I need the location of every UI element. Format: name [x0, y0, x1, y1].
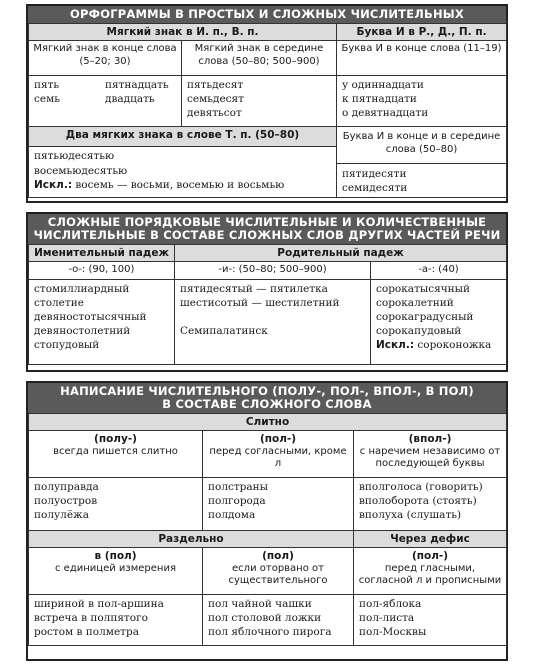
letter-i-end-rule: Буква И в конце слова (11–19) — [337, 41, 507, 76]
spelling-table — [28, 23, 507, 198]
header-hyphen: Через дефис — [354, 531, 507, 548]
section-3-title-line-2: В СОСТАВЕ СЛОЖНОГО СЛОВА — [162, 397, 372, 411]
example-word: полуостров — [34, 495, 98, 508]
pol-examples — [203, 478, 354, 531]
example-word: пол яблочного пирога — [208, 626, 332, 639]
header-nominative: Именительный падеж — [29, 245, 175, 262]
example-word: пол чайной чашки — [208, 598, 312, 610]
exception-text: восемь — восьми, восемью и восьмью — [75, 178, 285, 191]
example-word: сорокапудовый — [376, 325, 462, 338]
example-word: пятьюдесятью — [34, 150, 115, 163]
soft-sign-end-rule: Мягкий знак в конце слова (5–20; 30) — [29, 41, 182, 76]
example-word: пять — [34, 79, 60, 91]
example-word: полгорода — [208, 495, 266, 508]
rule-polu — [29, 431, 203, 478]
section-3-title-line-1: НАПИСАНИЕ ЧИСЛИТЕЛЬНОГО (ПОЛУ-, ПОЛ-, ВПОЛ-, В ПОЛ) — [60, 384, 474, 398]
example-word: семидесяти — [342, 182, 408, 195]
header-separate: Раздельно — [29, 531, 354, 548]
letter-i-middle-block — [337, 127, 507, 198]
exception-text: сороконожка — [417, 339, 492, 352]
example-word: вполуха (слушать) — [359, 509, 462, 522]
example-word: пол-Москвы — [359, 626, 427, 639]
rule-pol-separate-desc: если оторвано от существительного — [228, 562, 328, 586]
example-word: встреча в полпятого — [34, 612, 148, 625]
rule-a: -а-: (40) — [371, 262, 507, 280]
example-word: вполоборота (стоять) — [359, 495, 477, 508]
two-soft-signs-examples — [29, 147, 337, 198]
exception-label: Искл.: — [34, 178, 73, 191]
rule-pol-hyphen-desc: перед гласными, согласной л и прописными — [358, 562, 502, 586]
example-word: сорокаградусный — [376, 310, 474, 323]
example-word: пятидесяти — [342, 168, 407, 180]
example-word: стопудовый — [34, 339, 100, 352]
header-together: Слитно — [29, 414, 507, 431]
example-word: столетие — [34, 296, 84, 309]
example-word: сорокалетний — [376, 296, 454, 309]
rule-polu-desc: всегда пишется слитно — [53, 445, 178, 457]
example-word: у одиннадцати — [342, 79, 424, 91]
prefix-pol-hyphen: (пол-) — [411, 550, 449, 562]
example-word: полдома — [208, 509, 256, 522]
example-word: пол-яблока — [359, 598, 422, 610]
rule-o: -о-: (90, 100) — [29, 262, 175, 280]
example-word: ростом в полметра — [34, 626, 139, 639]
example-word: к пятнадцати — [342, 93, 417, 106]
compound-ordinals-table — [28, 244, 507, 365]
exception-line — [376, 338, 501, 352]
example-word: девятьсот — [187, 107, 242, 120]
header-soft-sign: Мягкий знак в И. п., В. п. — [29, 24, 337, 41]
genitive-a-examples — [371, 279, 507, 364]
polu-examples — [29, 478, 203, 531]
section-2-title — [28, 214, 506, 244]
prefix-polu: (полу-) — [94, 433, 137, 445]
example-word: сорокатысячный — [376, 282, 471, 295]
rule-v-pol-desc: с единицей измерения — [55, 562, 176, 574]
rule-pol-hyphen — [354, 548, 507, 595]
example-word: полуправда — [34, 481, 99, 493]
section-spelling — [26, 4, 508, 203]
rule-pol — [203, 431, 354, 478]
example-word: пятнадцать — [105, 79, 169, 91]
soft-sign-end-examples — [29, 76, 182, 127]
example-word: девяностолетний — [34, 325, 131, 338]
example-word: Семипалатинск — [180, 324, 268, 337]
prefix-pol: (пол-) — [259, 433, 297, 445]
rule-vpol-desc: с наречием независимо от последующей буквы — [359, 445, 501, 469]
prefix-v-pol: в (пол) — [94, 550, 137, 562]
example-word: пол-листа — [359, 612, 415, 625]
example-word: пятьдесят — [187, 79, 244, 91]
example-word: двадцать — [105, 93, 155, 106]
exception-label: Искл.: — [376, 339, 415, 352]
example-word: вполголоса (говорить) — [359, 481, 483, 493]
v-pol-examples — [29, 595, 203, 646]
example-word: шириной в пол-аршина — [34, 598, 164, 610]
section-pol-spelling — [26, 381, 508, 661]
genitive-i-examples — [175, 279, 371, 364]
soft-sign-middle-rule: Мягкий знак в середине слова (50–80; 500–900) — [182, 41, 337, 76]
example-word: семьдесят — [187, 93, 244, 106]
rule-pol-separate — [203, 548, 354, 595]
example-word: пол столовой ложки — [208, 612, 322, 625]
rule-vpol — [354, 431, 507, 478]
exception-line — [34, 178, 331, 192]
example-word: шестисотый — шестилетний — [180, 296, 340, 309]
example-word: пятидесятый — пятилетка — [180, 282, 328, 295]
example-word: полстраны — [208, 481, 269, 493]
example-word: стомиллиардный — [34, 282, 130, 295]
example-word: о девятнадцати — [342, 107, 429, 120]
section-2-title-line-2: ЧИСЛИТЕЛЬНЫЕ В СОСТАВЕ СЛОЖНЫХ СЛОВ ДРУГИХ ЧАСТЕЙ РЕЧИ — [33, 228, 501, 242]
rule-pol-desc: перед согласными, кроме л — [209, 445, 347, 469]
example-word: семь — [34, 93, 60, 106]
pol-spelling-table — [28, 413, 507, 646]
nominative-examples — [29, 279, 175, 364]
letter-i-end-examples — [337, 76, 507, 127]
section-compound-ordinals — [26, 212, 508, 372]
rule-i: -и-: (50–80; 500–900) — [175, 262, 371, 280]
example-word: восемьюдесятью — [34, 164, 128, 177]
header-letter-i: Буква И в Р., Д., П. п. — [337, 24, 507, 41]
example-word: девяностотысячный — [34, 310, 147, 323]
section-3-title — [28, 383, 506, 413]
pol-hyphen-examples — [354, 595, 507, 646]
section-2-title-line-1: СЛОЖНЫЕ ПОРЯДКОВЫЕ ЧИСЛИТЕЛЬНЫЕ И КОЛИЧЕСТВЕННЫЕ — [47, 215, 487, 229]
section-1-title: ОРФОГРАММЫ В ПРОСТЫХ И СЛОЖНЫХ ЧИСЛИТЕЛЬНЫХ — [28, 6, 506, 23]
header-two-soft-signs: Два мягких знака в слове Т. п. (50–80) — [29, 127, 337, 147]
soft-sign-middle-examples — [182, 76, 337, 127]
letter-i-middle-rule: Буква И в конце и в середине слова (50–80) — [342, 131, 501, 155]
prefix-vpol: (впол-) — [408, 433, 452, 445]
rule-v-pol — [29, 548, 203, 595]
example-word: полулёжа — [34, 509, 89, 522]
header-genitive: Родительный падеж — [175, 245, 507, 262]
vpol-examples — [354, 478, 507, 531]
prefix-pol-separate: (пол) — [262, 550, 294, 562]
pol-separate-examples — [203, 595, 354, 646]
